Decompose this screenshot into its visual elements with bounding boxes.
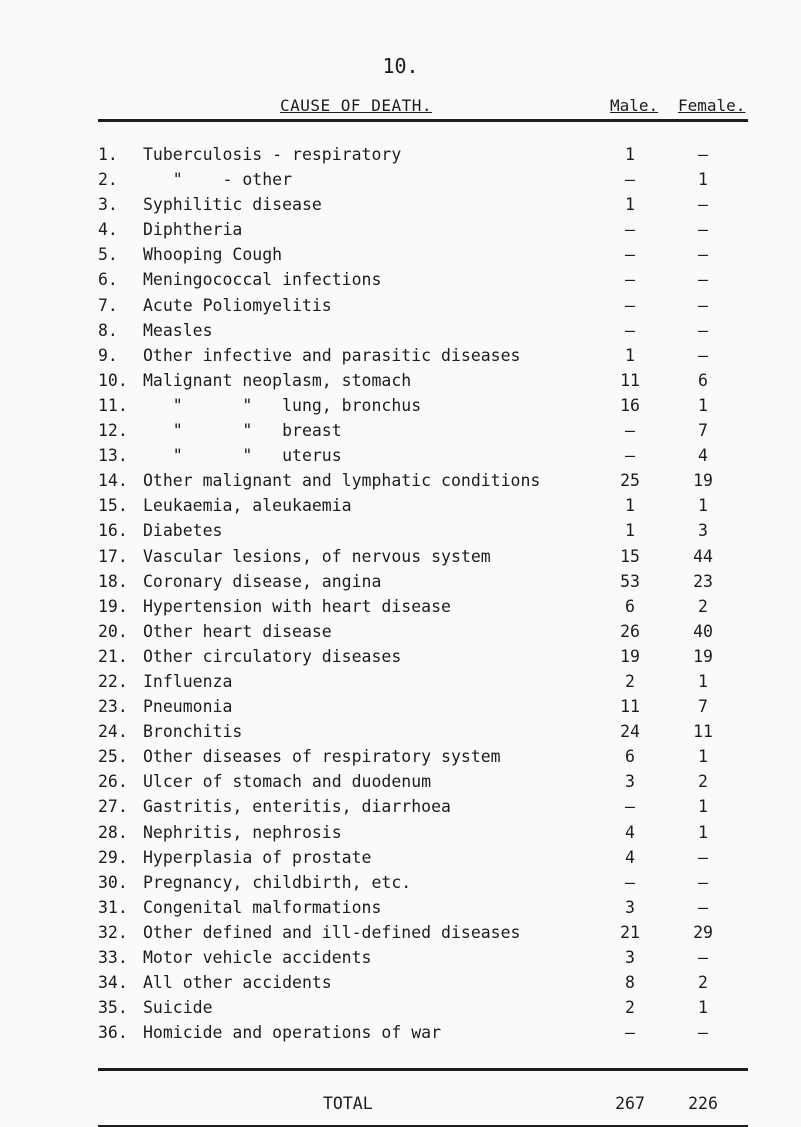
row-number: 36. [98, 1023, 128, 1043]
cause-label: Gastritis, enteritis, diarrhoea [143, 797, 451, 817]
male-count: 1 [625, 521, 635, 541]
total-male: 267 [615, 1094, 645, 1113]
male-count: 21 [620, 922, 640, 942]
male-count: – [625, 220, 635, 240]
row-number: 2. [98, 170, 118, 190]
female-count: – [698, 270, 708, 290]
male-count: 26 [620, 621, 640, 641]
table-row [0, 820, 801, 845]
female-count: 1 [698, 395, 708, 415]
table-row [0, 594, 801, 619]
table-row [0, 318, 801, 343]
male-count: 53 [620, 571, 640, 591]
female-count: – [698, 897, 708, 917]
female-count: 4 [698, 446, 708, 466]
cause-label: Acute Poliomyelitis [143, 295, 332, 315]
cause-label: Diphtheria [143, 220, 243, 240]
table-row [0, 1020, 801, 1045]
cause-label: Diabetes [143, 521, 223, 541]
cause-label: Ulcer of stomach and duodenum [143, 772, 432, 792]
cause-label: Other circulatory diseases [143, 646, 402, 666]
female-count: 19 [693, 471, 713, 491]
table-row [0, 845, 801, 870]
male-count: – [625, 320, 635, 340]
table-row [0, 468, 801, 493]
cause-label: Suicide [143, 998, 213, 1018]
row-number: 34. [98, 973, 128, 993]
female-count: – [698, 245, 708, 265]
male-count: 1 [625, 496, 635, 516]
cause-label: " - other [143, 170, 293, 190]
male-count: – [625, 295, 635, 315]
male-count: – [625, 446, 635, 466]
table-row [0, 493, 801, 518]
total-row [0, 1092, 801, 1116]
cause-label: Whooping Cough [143, 245, 283, 265]
female-count: – [698, 295, 708, 315]
female-count: – [698, 195, 708, 215]
cause-label: Other heart disease [143, 621, 332, 641]
cause-label: Pneumonia [143, 697, 233, 717]
table-row [0, 242, 801, 267]
female-count: 3 [698, 521, 708, 541]
total-rule-top [98, 1068, 748, 1071]
table-row [0, 418, 801, 443]
row-number: 33. [98, 948, 128, 967]
row-number: 18. [98, 571, 128, 591]
cause-label: " " uterus [143, 446, 342, 466]
cause-label: Other malignant and lymphatic conditions [143, 471, 541, 491]
female-count: 23 [693, 571, 713, 591]
table-row [0, 544, 801, 569]
row-number: 27. [98, 797, 128, 817]
row-number: 26. [98, 772, 128, 792]
row-number: 1. [98, 145, 118, 164]
table-row [0, 669, 801, 694]
female-count: 40 [693, 621, 713, 641]
male-count: 1 [625, 145, 635, 164]
table-row [0, 192, 801, 217]
female-count: 1 [698, 170, 708, 190]
table-row [0, 518, 801, 543]
male-count: 4 [625, 822, 635, 842]
female-count: 2 [698, 973, 708, 993]
table-row [0, 343, 801, 368]
total-label: TOTAL [323, 1094, 373, 1113]
table-row [0, 995, 801, 1020]
row-number: 3. [98, 195, 118, 215]
male-count: 6 [625, 747, 635, 767]
cause-label: All other accidents [143, 973, 332, 993]
cause-label: Measles [143, 320, 213, 340]
male-count: – [625, 797, 635, 817]
male-count: 3 [625, 948, 635, 967]
female-count: 11 [693, 722, 713, 742]
male-count: – [625, 245, 635, 265]
female-count: 1 [698, 998, 708, 1018]
cause-label: Leukaemia, aleukaemia [143, 496, 352, 516]
male-count: – [625, 872, 635, 892]
female-count: 7 [698, 421, 708, 441]
row-number: 7. [98, 295, 118, 315]
header-rule [98, 119, 748, 122]
row-number: 14. [98, 471, 128, 491]
cause-label: Nephritis, nephrosis [143, 822, 342, 842]
row-number: 13. [98, 446, 128, 466]
cause-label: Syphilitic disease [143, 195, 322, 215]
table-row [0, 569, 801, 594]
male-count: 25 [620, 471, 640, 491]
row-number: 20. [98, 621, 128, 641]
male-count: 16 [620, 395, 640, 415]
cause-table [0, 142, 801, 1045]
female-count: – [698, 948, 708, 967]
row-number: 5. [98, 245, 118, 265]
cause-label: Tuberculosis - respiratory [143, 145, 402, 164]
male-count: 4 [625, 847, 635, 867]
table-row [0, 744, 801, 769]
row-number: 12. [98, 421, 128, 441]
female-count: 1 [698, 496, 708, 516]
male-count: – [625, 1023, 635, 1043]
table-row [0, 167, 801, 192]
female-count: – [698, 1023, 708, 1043]
table-row [0, 293, 801, 318]
cause-label: Motor vehicle accidents [143, 948, 372, 967]
female-count: 1 [698, 797, 708, 817]
female-count: – [698, 320, 708, 340]
male-count: 2 [625, 998, 635, 1018]
female-count: 2 [698, 596, 708, 616]
table-row [0, 719, 801, 744]
row-number: 29. [98, 847, 128, 867]
male-count: 15 [620, 546, 640, 566]
female-count: 1 [698, 747, 708, 767]
table-row [0, 267, 801, 292]
row-number: 8. [98, 320, 118, 340]
table-row [0, 619, 801, 644]
female-count: 7 [698, 697, 708, 717]
male-count: 24 [620, 722, 640, 742]
cause-label: Malignant neoplasm, stomach [143, 370, 412, 390]
table-row [0, 970, 801, 995]
table-row [0, 393, 801, 418]
row-number: 6. [98, 270, 118, 290]
row-number: 19. [98, 596, 128, 616]
cause-label: Bronchitis [143, 722, 243, 742]
row-number: 16. [98, 521, 128, 541]
male-count: 8 [625, 973, 635, 993]
female-count: 1 [698, 822, 708, 842]
cause-label: Other infective and parasitic diseases [143, 345, 521, 365]
header-cause-of-death: CAUSE OF DEATH. [280, 96, 432, 115]
female-count: – [698, 345, 708, 365]
header-female: Female. [678, 96, 746, 115]
row-number: 24. [98, 722, 128, 742]
cause-label: Homicide and operations of war [143, 1023, 442, 1043]
row-number: 25. [98, 747, 128, 767]
row-number: 22. [98, 671, 128, 691]
row-number: 4. [98, 220, 118, 240]
table-row [0, 895, 801, 920]
table-row [0, 142, 801, 167]
row-number: 10. [98, 370, 128, 390]
male-count: – [625, 421, 635, 441]
male-count: – [625, 270, 635, 290]
cause-label: Congenital malformations [143, 897, 382, 917]
cause-label: " " breast [143, 421, 342, 441]
male-count: 1 [625, 345, 635, 365]
row-number: 15. [98, 496, 128, 516]
row-number: 30. [98, 872, 128, 892]
male-count: 11 [620, 370, 640, 390]
row-number: 35. [98, 998, 128, 1018]
table-row [0, 870, 801, 895]
row-number: 28. [98, 822, 128, 842]
female-count: 44 [693, 546, 713, 566]
table-row [0, 644, 801, 669]
male-count: 2 [625, 671, 635, 691]
total-female: 226 [688, 1094, 718, 1113]
row-number: 21. [98, 646, 128, 666]
male-count: 19 [620, 646, 640, 666]
cause-label: Meningococcal infections [143, 270, 382, 290]
cause-label: Influenza [143, 671, 233, 691]
cause-label: Hypertension with heart disease [143, 596, 451, 616]
row-number: 9. [98, 345, 118, 365]
table-row [0, 920, 801, 945]
table-row [0, 217, 801, 242]
female-count: 2 [698, 772, 708, 792]
female-count: – [698, 220, 708, 240]
table-row [0, 694, 801, 719]
table-row [0, 945, 801, 970]
cause-label: Other defined and ill-defined diseases [143, 922, 521, 942]
table-row [0, 443, 801, 468]
female-count: – [698, 847, 708, 867]
row-number: 11. [98, 395, 128, 415]
row-number: 17. [98, 546, 128, 566]
male-count: 3 [625, 897, 635, 917]
male-count: 3 [625, 772, 635, 792]
cause-label: Pregnancy, childbirth, etc. [143, 872, 412, 892]
female-count: 29 [693, 922, 713, 942]
female-count: 6 [698, 370, 708, 390]
male-count: 1 [625, 195, 635, 215]
header-male: Male. [610, 96, 659, 115]
cause-label: Other diseases of respiratory system [143, 747, 501, 767]
cause-label: " " lung, bronchus [143, 395, 422, 415]
female-count: 19 [693, 646, 713, 666]
female-count: – [698, 145, 708, 164]
table-row [0, 368, 801, 393]
row-number: 32. [98, 922, 128, 942]
male-count: – [625, 170, 635, 190]
cause-label: Coronary disease, angina [143, 571, 382, 591]
row-number: 23. [98, 697, 128, 717]
table-row [0, 794, 801, 819]
table-row [0, 769, 801, 794]
cause-label: Vascular lesions, of nervous system [143, 546, 491, 566]
row-number: 31. [98, 897, 128, 917]
cause-label: Hyperplasia of prostate [143, 847, 372, 867]
male-count: 6 [625, 596, 635, 616]
male-count: 11 [620, 697, 640, 717]
page-number: 10. [382, 54, 419, 78]
female-count: – [698, 872, 708, 892]
female-count: 1 [698, 671, 708, 691]
